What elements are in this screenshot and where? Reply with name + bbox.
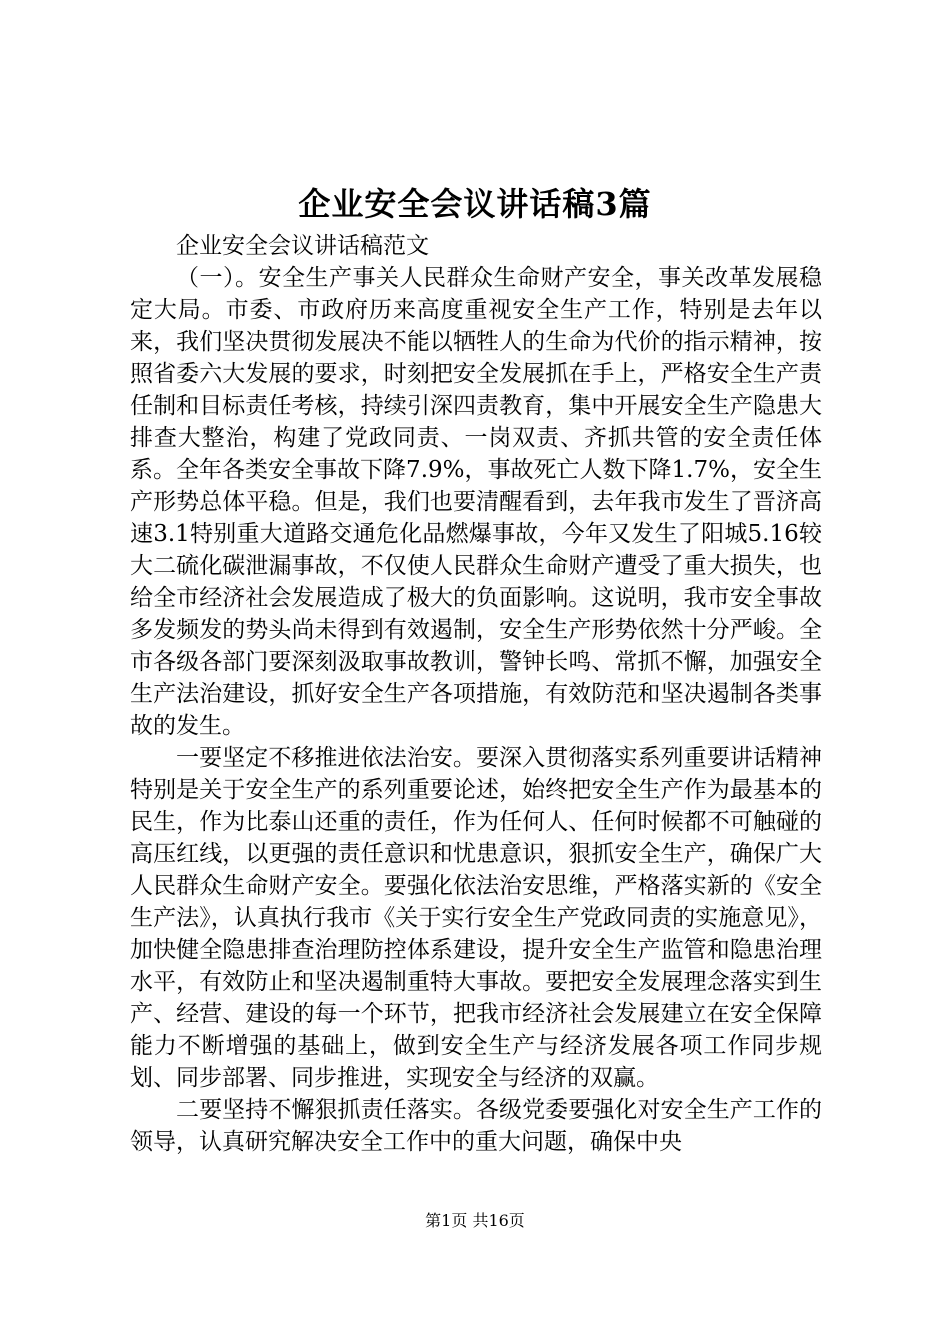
document-title: 企业安全会议讲话稿3篇: [298, 185, 652, 223]
document-body: [130, 230, 822, 1158]
document-subtitle: 企业安全会议讲话稿范文: [176, 233, 429, 259]
paragraph-1: （一）。安全生产事关人民群众生命财产安全，事关改革发展稳定大局。市委、市政府历来高度重视安全生产工作，特别是去年以来，我们坚决贯彻发展决不能以牺牲人的生命为代价的指示精神，按照省委六大发展的要求，时刻把安全发展抓在手上，严格安全生产责任制和目标责任考核，持续引深四责教育，集中开展安全生产隐患大排查大整治，构建了党政同责、一岗双责、齐抓共管的安全责任体系。全年各类安全事故下降7.9%，事故死亡人数下降1.7%，安全生产形势总体平稳。但是，我们也要清醒看到，去年我市发生了晋济高速3.1特别重大道路交通危化品燃爆事故，今年又发生了阳城5.16较大二硫化碳泄漏事故，不仅使人民群众生命财产遭受了重大损失，也给全市经济社会发展造成了极大的负面影响。这说明，我市安全事故多发频发的势头尚未得到有效遏制，安全生产形势依然十分严峻。全市各级各部门要深刻汲取事故教训，警钟长鸣、常抓不懈，加强安全生产法治建设，抓好安全生产各项措施，有效防范和坚决遏制各类事故的发生。: [130, 265, 822, 739]
paragraph-2: 一要坚定不移推进依法治安。要深入贯彻落实系列重要讲话精神特别是关于安全生产的系列重要论述，始终把安全生产作为最基本的民生，作为比泰山还重的责任，作为任何人、任何时候都不可触碰的高压红线，以更强的责任意识和忧患意识，狠抓安全生产，确保广大人民群众生命财产安全。要强化依法治安思维，严格落实新的《安全生产法》，认真执行我市《关于实行安全生产党政同责的实施意见》，加快健全隐患排查治理防控体系建设，提升安全生产监管和隐患治理水平，有效防止和坚决遏制重特大事故。要把安全发展理念落实到生产、经营、建设的每一个环节，把我市经济社会发展建立在安全保障能力不断增强的基础上，做到安全生产与经济发展各项工作同步规划、同步部署、同步推进，实现安全与经济的双赢。: [130, 745, 822, 1091]
paragraph-3: 二要坚持不懈狠抓责任落实。各级党委要强化对安全生产工作的领导，认真研究解决安全工作中的重大问题，确保中央: [130, 1097, 822, 1155]
page-number-footer: 第1页 共16页: [425, 1211, 525, 1230]
